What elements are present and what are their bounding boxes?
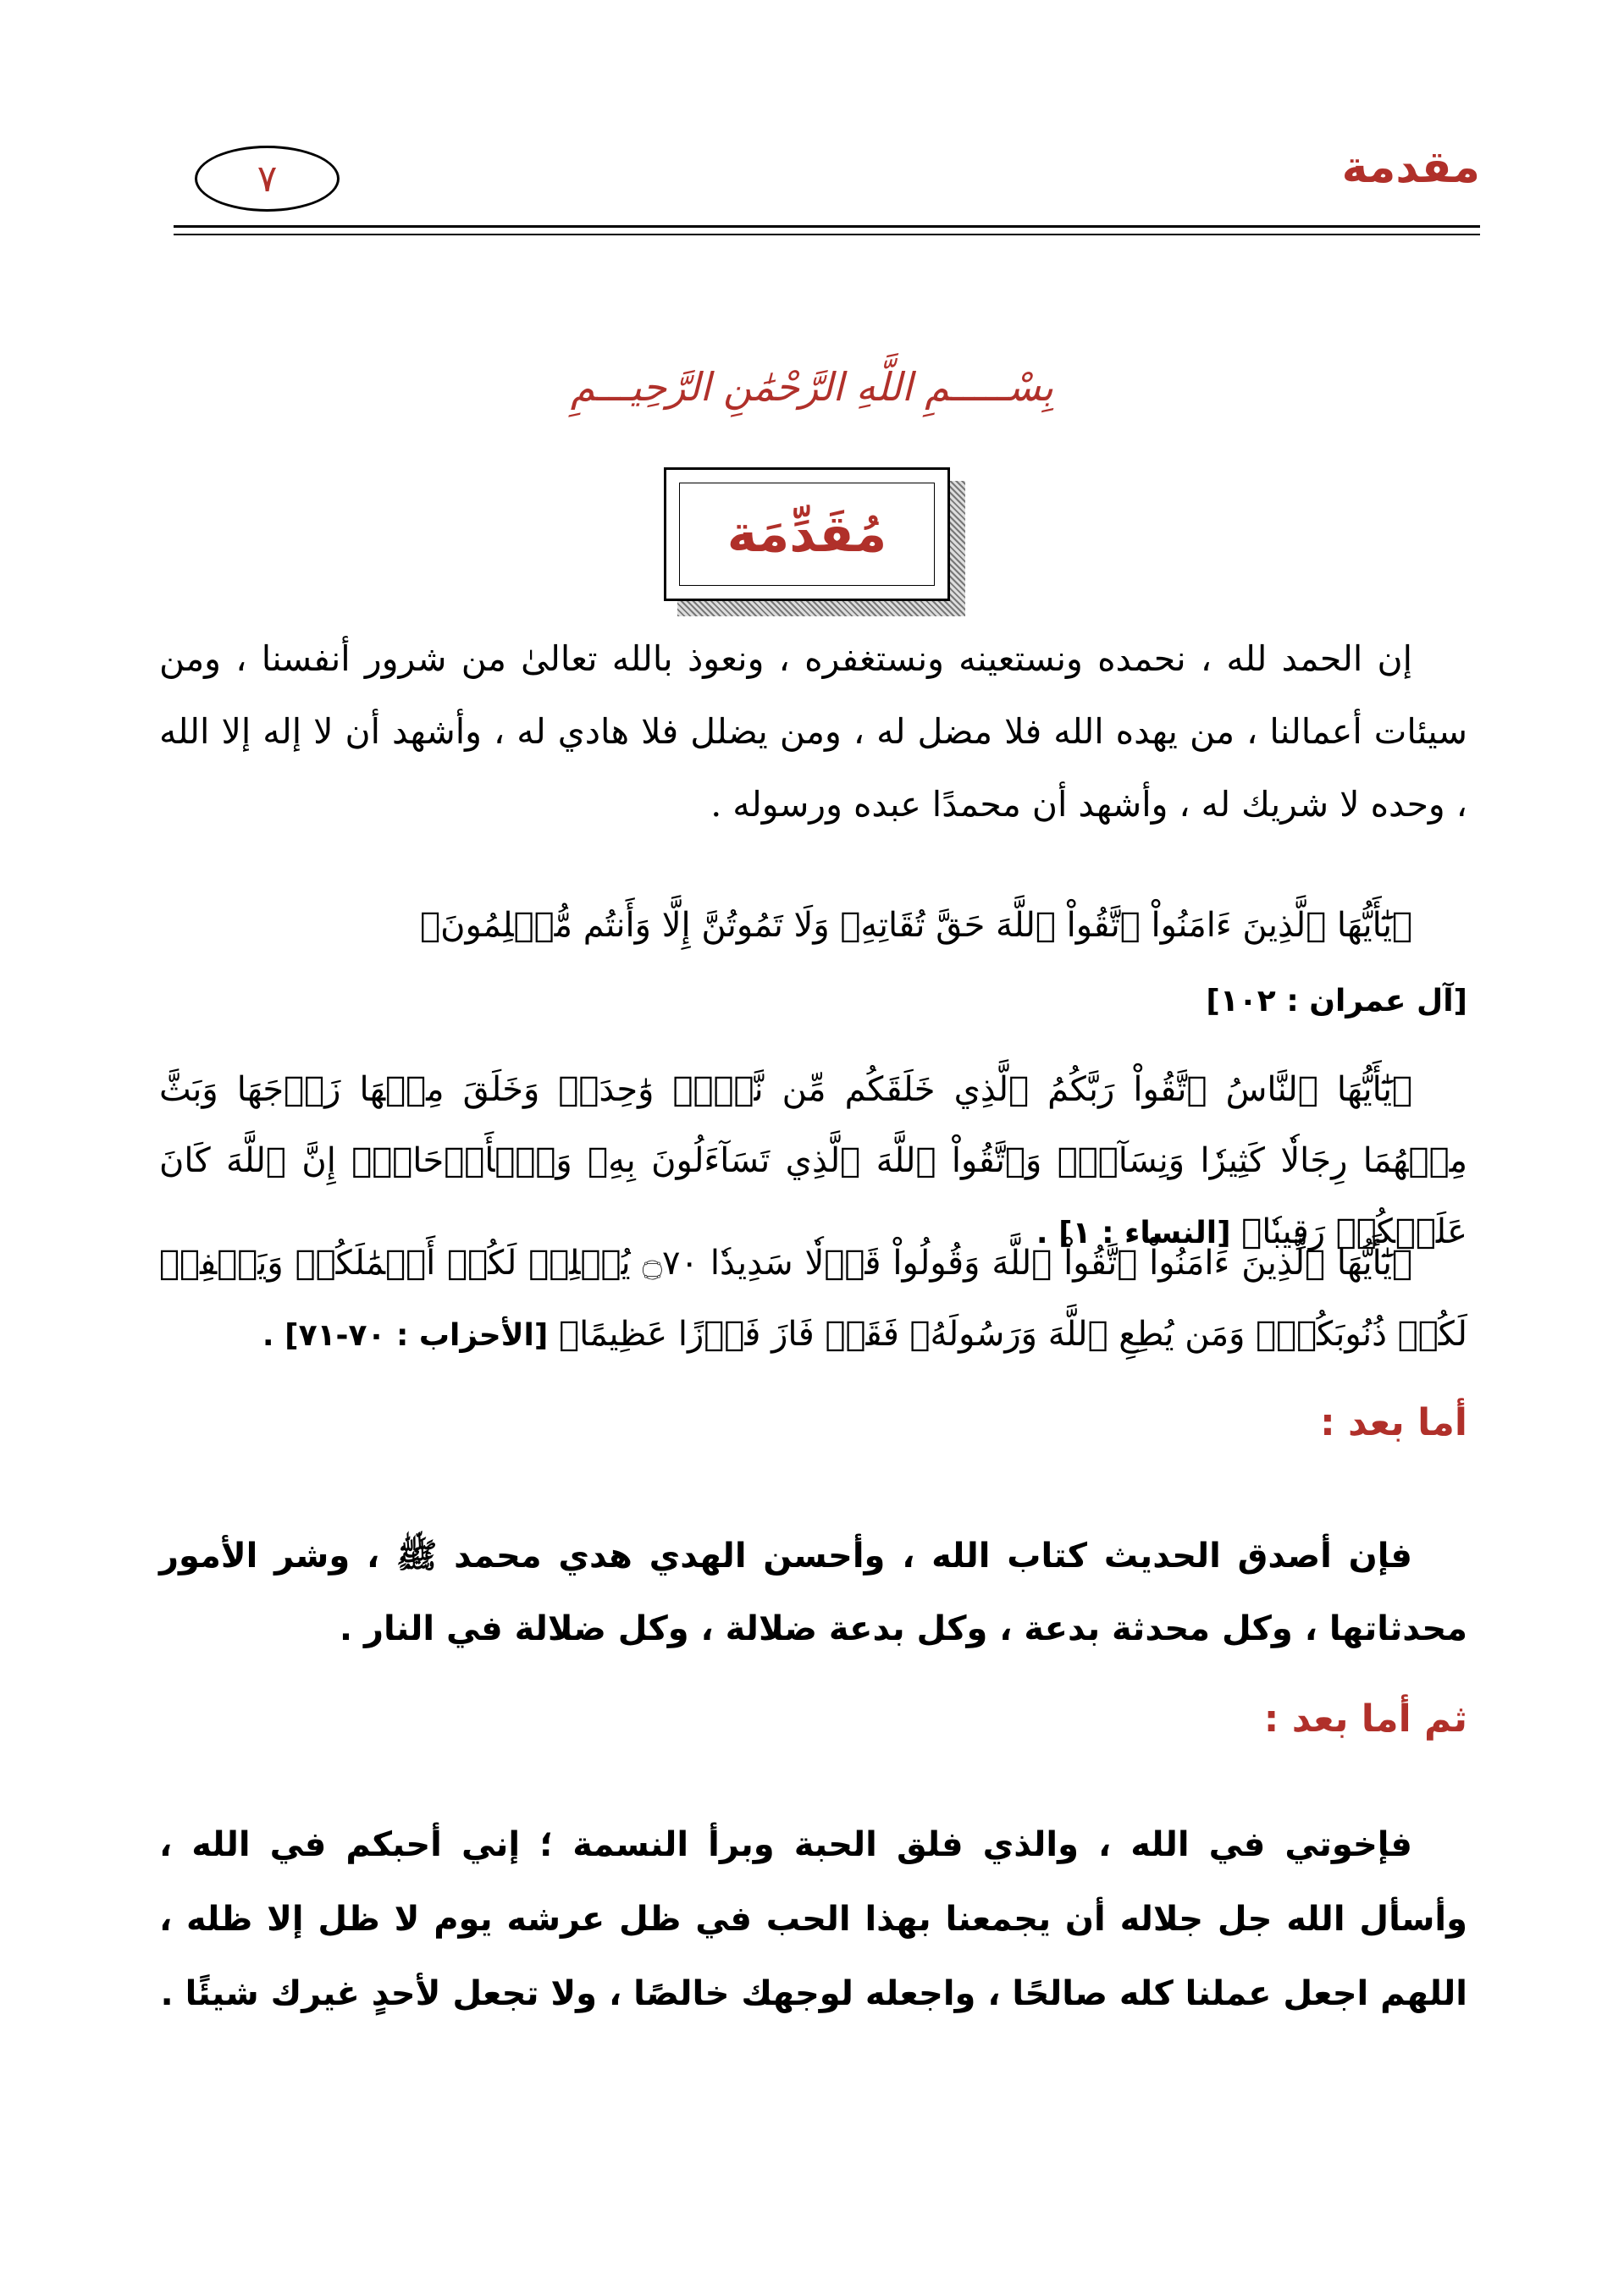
title-box <box>664 467 950 601</box>
verse-3-text: ﴿يَٰٓأَيُّهَا ٱلَّذِينَ ءَامَنُواْ ٱتَّقُواْ ٱللَّهَ وَقُولُواْ قَوۡلٗا سَدِيدٗا ۝٧٠ يُصۡلِحۡ لَكُمۡ أَعۡمَٰلَكُمۡ وَيَغۡفِرۡ لَكُمۡ ذُنُوبَكُمۡۗ وَمَن يُطِعِ ٱللَّهَ وَرَسُولَهُۥ فَقَدۡ فَازَ فَوۡزًا عَظِيمًا﴾ <box>159 1244 1467 1354</box>
verse-1: ﴿يَٰٓأَيُّهَا ٱلَّذِينَ ءَامَنُواْ ٱتَّقُواْ ٱللَّهَ حَقَّ تُقَاتِهِۦ وَلَا تَمُوتُنَّ إِلَّا وَأَنتُم مُّسۡلِمُونَ﴾ <box>420 906 1412 945</box>
verse-2-text: ﴿يَٰٓأَيُّهَا ٱلنَّاسُ ٱتَّقُواْ رَبَّكُمُ ٱلَّذِي خَلَقَكُم مِّن نَّفۡسٖ وَٰحِدَةٖ وَخَلَقَ مِنۡهَا زَوۡجَهَا وَبَثَّ مِنۡهُمَا رِجَالٗا كَثِيرٗا وَنِسَآءٗۚ وَٱتَّقُواْ ٱللَّهَ ٱلَّذِي تَسَآءَلُونَ بِهِۦ وَٱلۡأَرۡحَامَۚ إِنَّ ٱللَّهَ كَانَ عَلَيۡكُمۡ رَقِيبٗا﴾ <box>159 1070 1467 1251</box>
verse-3 <box>159 1228 1467 1372</box>
basmala: بِسْـــــمِ اللَّهِ الرَّحْمَٰنِ الرَّحِيـــمِ <box>570 364 1054 410</box>
page-number: ٧ <box>195 146 340 212</box>
citation-1: [آل عمران : ١٠٢] <box>1206 984 1467 1018</box>
chapter-title: مُقَدِّمَة <box>679 483 935 586</box>
section-heading-2: ثم أما بعد : <box>1263 1697 1467 1741</box>
header-rule <box>174 225 1480 228</box>
paragraph-1: إن الحمد لله ، نحمده ونستعينه ونستغفره ، ونعوذ بالله تعالىٰ من شرور أنفسنا ، ومن سيئات أعمالنا ، من يهده الله فلا مضل له ، ومن يضلل فلا هادي له ، وأشهد أن لا إله إلا الله ، وحده لا شريك له ، وأشهد أن محمدًا عبده ورسوله . <box>159 638 1467 825</box>
running-title: مقدمة <box>1341 142 1480 193</box>
paragraph-2: فإن أصدق الحديث كتاب الله ، وأحسن الهدي هدي محمد ﷺ ، وشر الأمور محدثاتها ، وكل محدثة بدعة ، وكل بدعة ضلالة ، وكل ضلالة في النار . <box>159 1537 1467 1648</box>
citation-2: [النساء : ١] . <box>1036 1216 1231 1250</box>
paragraph-3: فإخوتي في الله ، والذي فلق الحبة وبرأ النسمة ؛ إني أحبكم في الله ، وأسأل الله جل جلاله أن يجمعنا بهذا الحب في ظل عرشه يوم لا ظل إلا ظله ، اللهم اجعل عملنا كله صالحًا ، واجعله لوجهك خالصًا ، ولا تجعل لأحدٍ غيرك شيئًا . <box>159 1825 1467 2013</box>
section-heading-1: أما بعد : <box>1320 1401 1467 1444</box>
citation-3: [الأحزاب : ٧٠-٧١] . <box>262 1318 549 1353</box>
header-rule-thin <box>174 234 1480 235</box>
